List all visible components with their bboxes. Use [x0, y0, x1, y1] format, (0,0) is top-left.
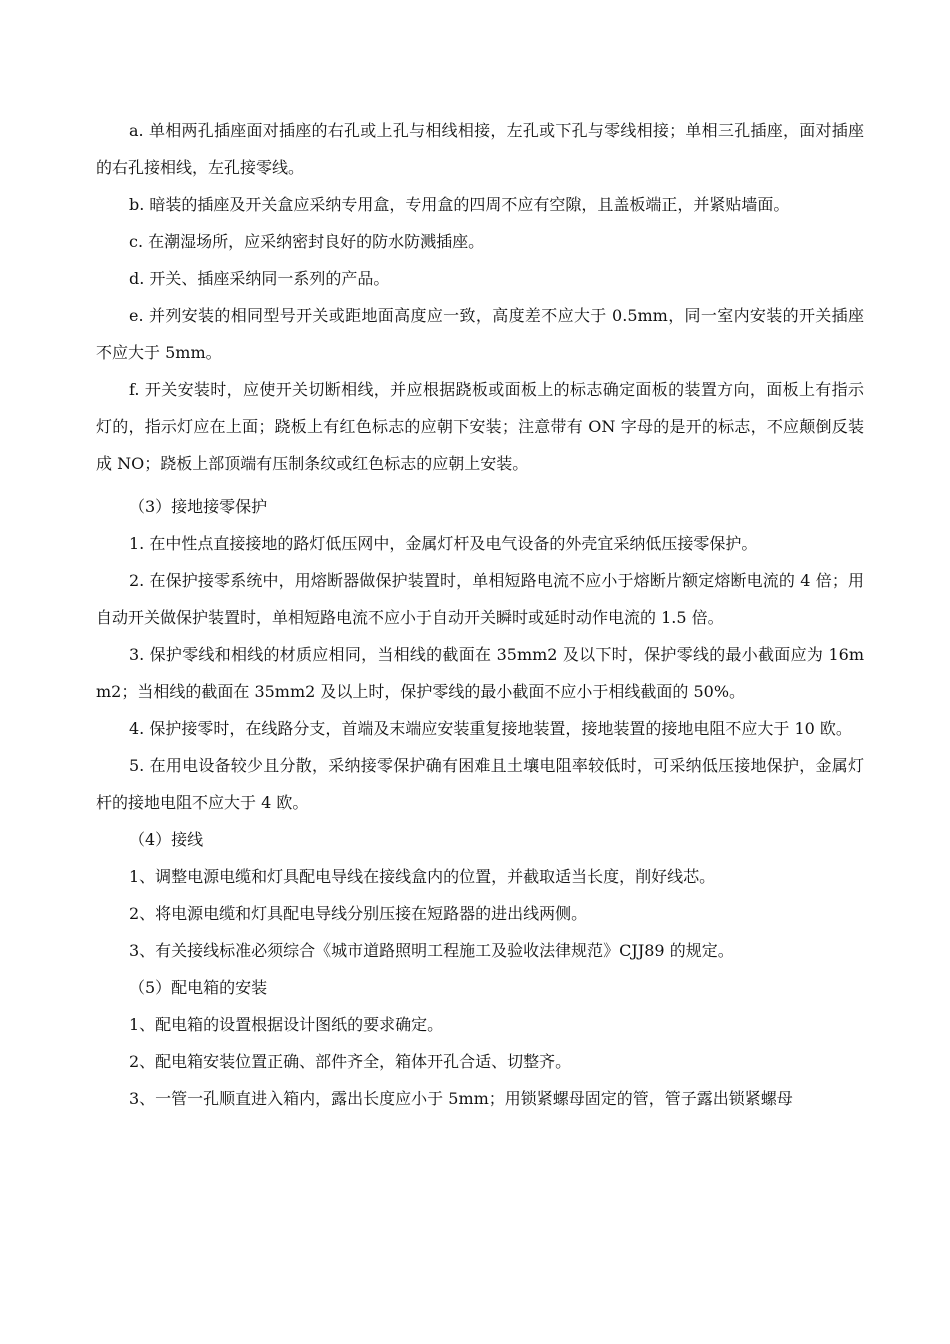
paragraph-e: e. 并列安装的相同型号开关或距地面高度应一致，高度差不应大于 0.5mm，同一室内安装的开关插座不应大于 5mm。 — [96, 306, 864, 362]
section-heading-grounding: （3）接地接零保护 — [129, 497, 268, 516]
distribution-item-1: 1、配电箱的设置根据设计图纸的要求确定。 — [129, 1015, 444, 1034]
wiring-item-1: 1、调整电源电缆和灯具配电导线在接线盒内的位置，并截取适当长度，削好线芯。 — [129, 867, 716, 886]
wiring-item-3: 3、有关接线标准必须综合《城市道路照明工程施工及验收法律规范》CJJ89 的规定。 — [129, 941, 734, 960]
paragraph-d: d. 开关、插座采纳同一系列的产品。 — [129, 269, 390, 288]
distribution-item-2: 2、配电箱安装位置正确、部件齐全，箱体开孔合适、切整齐。 — [129, 1052, 572, 1071]
paragraph-b: b. 暗装的插座及开关盒应采纳专用盒，专用盒的四周不应有空隙，且盖板端正，并紧贴墙面。 — [129, 195, 790, 214]
grounding-item-1: 1. 在中性点直接接地的路灯低压网中，金属灯杆及电气设备的外壳宜采纳低压接零保护。 — [129, 534, 758, 553]
document-body — [96, 112, 864, 1117]
grounding-item-2: 2. 在保护接零系统中，用熔断器做保护装置时，单相短路电流不应小于熔断片额定熔断电流的 4 倍；用自动开关做保护装置时，单相短路电流不应小于自动开关瞬时或延时动作电流的 1.5 倍。 — [96, 571, 864, 627]
wiring-item-2: 2、将电源电缆和灯具配电导线分别压接在短路器的进出线两侧。 — [129, 904, 588, 923]
grounding-item-3: 3. 保护零线和相线的材质应相同，当相线的截面在 35mm2 及以下时，保护零线的最小截面应为 16mm2；当相线的截面在 35mm2 及以上时，保护零线的最小截面不应小于相线截面的 50%。 — [96, 645, 864, 701]
section-heading-wiring: （4）接线 — [129, 830, 204, 849]
paragraph-a: a. 单相两孔插座面对插座的右孔或上孔与相线相接，左孔或下孔与零线相接；单相三孔插座，面对插座的右孔接相线，左孔接零线。 — [96, 121, 864, 177]
distribution-item-3: 3、一管一孔顺直进入箱内，露出长度应小于 5mm；用锁紧螺母固定的管，管子露出锁紧螺母 — [129, 1089, 793, 1108]
paragraph-f: f. 开关安装时，应使开关切断相线，并应根据跷板或面板上的标志确定面板的装置方向，面板上有指示灯的，指示灯应在上面；跷板上有红色标志的应朝下安装；注意带有 ON 字母的是开的标志，不应颠倒反装成 NO；跷板上部顶端有压制条纹或红色标志的应朝上安装。 — [96, 380, 864, 473]
grounding-item-5: 5. 在用电设备较少且分散，采纳接零保护确有困难且土壤电阻率较低时，可采纳低压接地保护，金属灯杆的接地电阻不应大于 4 欧。 — [96, 756, 864, 812]
section-heading-distribution-box: （5）配电箱的安装 — [129, 978, 268, 997]
grounding-item-4: 4. 保护接零时，在线路分支，首端及末端应安装重复接地装置，接地装置的接地电阻不应大于 10 欧。 — [129, 719, 852, 738]
paragraph-c: c. 在潮湿场所，应采纳密封良好的防水防溅插座。 — [129, 232, 485, 251]
